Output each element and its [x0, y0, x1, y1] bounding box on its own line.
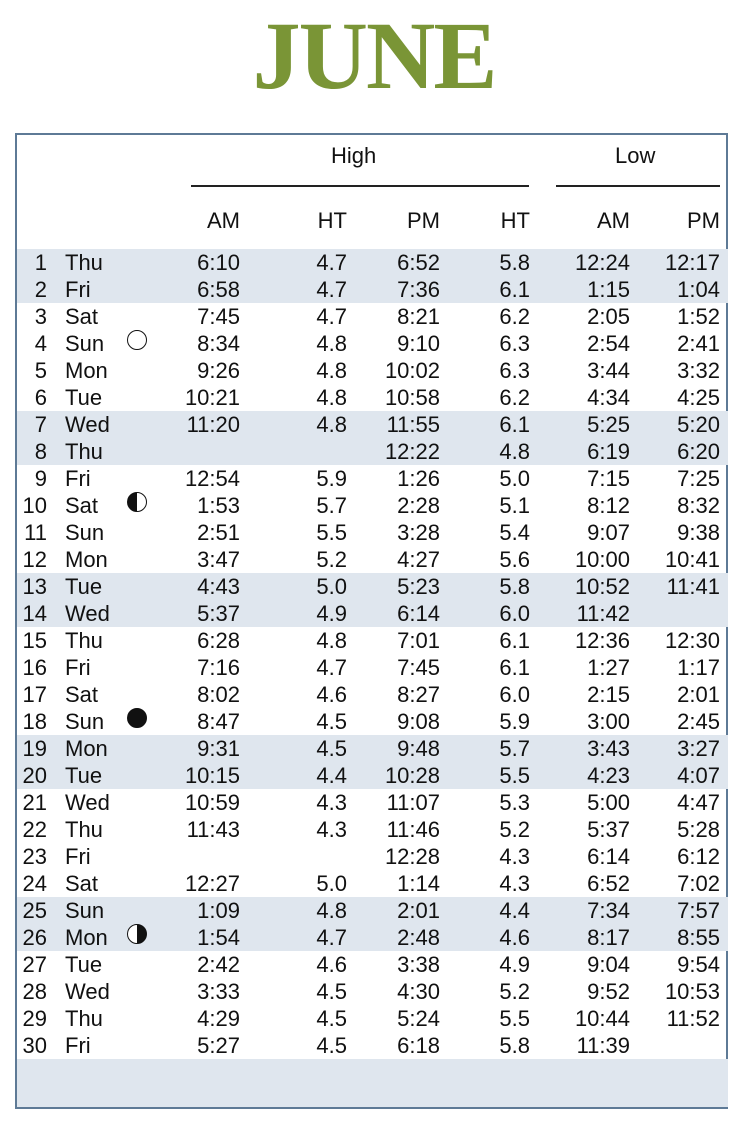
high-am-height: 4.7	[316, 250, 347, 275]
high-am-height: 4.7	[316, 655, 347, 680]
high-am-time: 1:53	[197, 493, 240, 518]
low-am-time: 9:52	[587, 979, 630, 1004]
weekday: Mon	[65, 925, 108, 950]
high-pm-height: 5.5	[499, 763, 530, 788]
col-header-low-am: AM	[597, 208, 630, 233]
low-am-time: 11:42	[576, 601, 630, 626]
low-pm-time: 1:52	[677, 304, 720, 329]
low-am-time: 12:36	[574, 628, 630, 653]
low-am-time: 6:52	[587, 871, 630, 896]
high-am-height: 4.8	[316, 412, 347, 437]
high-am-height: 4.9	[316, 601, 347, 626]
high-am-height: 4.8	[316, 898, 347, 923]
low-am-time: 8:17	[587, 925, 630, 950]
low-pm-time: 4:47	[677, 790, 720, 815]
high-am-time: 5:37	[197, 601, 240, 626]
low-am-time: 10:44	[574, 1006, 630, 1031]
high-am-height: 4.5	[316, 979, 347, 1004]
high-pm-height: 6.1	[499, 412, 530, 437]
weekday: Wed	[65, 412, 110, 437]
high-am-time: 10:15	[184, 763, 240, 788]
day-number: 29	[22, 1006, 47, 1031]
low-am-time: 3:43	[587, 736, 630, 761]
high-pm-height: 5.9	[499, 709, 530, 734]
high-am-time: 8:02	[197, 682, 240, 707]
high-am-height: 5.2	[316, 547, 347, 572]
low-am-time: 6:14	[587, 844, 630, 869]
low-am-time: 2:05	[587, 304, 630, 329]
table-row	[17, 438, 728, 465]
high-pm-time: 5:24	[397, 1006, 440, 1031]
day-number: 11	[24, 520, 47, 545]
low-pm-time: 3:27	[677, 736, 720, 761]
high-am-height: 5.9	[316, 466, 347, 491]
table-row	[17, 1005, 728, 1032]
low-pm-time: 5:28	[677, 817, 720, 842]
high-pm-height: 6.1	[499, 277, 530, 302]
high-pm-height: 5.2	[499, 817, 530, 842]
low-am-time: 8:12	[587, 493, 630, 518]
day-number: 17	[22, 682, 47, 707]
high-pm-height: 5.8	[499, 1033, 530, 1058]
high-pm-height: 5.8	[499, 250, 530, 275]
day-number: 26	[22, 925, 47, 950]
high-am-time: 2:51	[197, 520, 240, 545]
weekday: Wed	[65, 601, 110, 626]
high-pm-time: 9:10	[397, 331, 440, 356]
table-row	[17, 1032, 728, 1059]
high-pm-time: 7:45	[397, 655, 440, 680]
high-am-time: 6:10	[197, 250, 240, 275]
low-pm-time: 9:54	[677, 952, 720, 977]
low-pm-time: 9:38	[677, 520, 720, 545]
low-am-time: 11:39	[576, 1033, 630, 1058]
day-number: 25	[22, 898, 47, 923]
weekday: Sat	[65, 871, 99, 896]
table-row	[17, 870, 728, 897]
high-am-time: 12:27	[184, 871, 240, 896]
high-am-height: 5.0	[316, 574, 347, 599]
low-am-time: 4:23	[587, 763, 630, 788]
low-am-time: 10:52	[574, 574, 630, 599]
low-pm-time: 8:55	[677, 925, 720, 950]
table-row	[17, 357, 728, 384]
high-am-time: 9:26	[197, 358, 240, 383]
weekday: Fri	[65, 277, 91, 302]
high-am-height: 5.7	[316, 493, 347, 518]
high-am-time: 2:42	[197, 952, 240, 977]
day-number: 30	[22, 1033, 47, 1058]
day-number: 5	[34, 358, 47, 383]
table-row	[17, 735, 728, 762]
high-pm-time: 9:48	[397, 736, 440, 761]
low-pm-time: 7:02	[677, 871, 720, 896]
col-header-high-am: AM	[207, 208, 240, 233]
col-header-low-pm: PM	[687, 208, 720, 233]
col-header-high-pm: PM	[407, 208, 440, 233]
high-am-time: 1:09	[197, 898, 240, 923]
table-row	[17, 546, 728, 573]
low-am-time: 12:24	[574, 250, 630, 275]
weekday: Mon	[65, 547, 108, 572]
high-pm-time: 12:22	[384, 439, 440, 464]
high-am-height: 4.7	[316, 304, 347, 329]
high-pm-height: 5.8	[499, 574, 530, 599]
high-am-time: 4:29	[197, 1006, 240, 1031]
high-am-time: 7:45	[197, 304, 240, 329]
weekday: Sun	[65, 331, 105, 356]
low-header-rule	[556, 185, 720, 187]
table-row	[17, 816, 728, 843]
weekday: Thu	[65, 817, 103, 842]
low-am-time: 9:04	[587, 952, 630, 977]
high-am-time: 7:16	[197, 655, 240, 680]
high-am-time: 9:31	[197, 736, 240, 761]
high-am-height: 4.5	[316, 1006, 347, 1031]
high-pm-time: 6:52	[397, 250, 440, 275]
low-pm-time: 2:41	[677, 331, 720, 356]
high-am-height: 4.5	[316, 736, 347, 761]
weekday: Tue	[65, 952, 103, 977]
low-am-time: 10:00	[574, 547, 630, 572]
high-pm-height: 4.9	[499, 952, 530, 977]
table-row	[17, 708, 728, 735]
high-am-time: 12:54	[184, 466, 240, 491]
high-pm-time: 12:28	[384, 844, 440, 869]
low-pm-time: 11:41	[666, 574, 720, 599]
high-am-time: 3:33	[197, 979, 240, 1004]
high-pm-height: 5.6	[499, 547, 530, 572]
high-am-time: 10:59	[184, 790, 240, 815]
low-pm-time: 7:25	[677, 466, 720, 491]
high-am-height: 4.5	[316, 1033, 347, 1058]
weekday: Thu	[65, 250, 103, 275]
day-number: 20	[22, 763, 47, 788]
weekday: Tue	[65, 763, 103, 788]
first-moon-icon	[127, 924, 147, 944]
low-pm-time: 6:12	[677, 844, 720, 869]
weekday: Tue	[65, 385, 103, 410]
high-group-header: High	[331, 143, 377, 168]
high-pm-height: 5.5	[499, 1006, 530, 1031]
low-pm-time: 4:07	[677, 763, 720, 788]
high-pm-height: 5.1	[499, 493, 530, 518]
high-pm-height: 6.1	[499, 655, 530, 680]
weekday: Fri	[65, 1033, 91, 1058]
day-number: 18	[22, 709, 47, 734]
weekday: Thu	[65, 1006, 103, 1031]
high-am-time: 11:20	[186, 412, 240, 437]
high-pm-time: 3:28	[397, 520, 440, 545]
weekday: Thu	[65, 628, 103, 653]
low-am-time: 1:15	[587, 277, 630, 302]
high-pm-height: 6.3	[499, 331, 530, 356]
high-pm-time: 3:38	[397, 952, 440, 977]
high-am-height: 4.7	[316, 277, 347, 302]
low-am-time: 2:54	[587, 331, 630, 356]
high-pm-height: 6.2	[499, 385, 530, 410]
day-number: 3	[34, 304, 47, 329]
day-number: 15	[22, 628, 47, 653]
high-am-time: 11:43	[186, 817, 240, 842]
day-number: 7	[34, 412, 47, 437]
high-pm-time: 7:36	[397, 277, 440, 302]
table-row	[17, 492, 728, 519]
high-pm-time: 8:27	[397, 682, 440, 707]
high-pm-time: 9:08	[397, 709, 440, 734]
last-moon-icon	[127, 492, 147, 512]
weekday: Sun	[65, 520, 105, 545]
table-row	[17, 465, 728, 492]
col-header-high-am-ht: HT	[317, 208, 347, 233]
low-pm-time: 10:53	[664, 979, 720, 1004]
day-number: 28	[22, 979, 47, 1004]
high-pm-time: 1:26	[397, 466, 440, 491]
low-am-time: 5:37	[587, 817, 630, 842]
day-number: 23	[22, 844, 47, 869]
table-row	[17, 681, 728, 708]
day-number: 19	[22, 736, 47, 761]
weekday: Wed	[65, 790, 110, 815]
day-number: 14	[22, 601, 47, 626]
tide-rows	[17, 249, 728, 1059]
high-am-height: 5.0	[316, 871, 347, 896]
low-group-header: Low	[615, 143, 656, 168]
weekday: Fri	[65, 655, 91, 680]
weekday: Thu	[65, 439, 103, 464]
low-pm-time: 11:52	[666, 1006, 720, 1031]
high-pm-time: 11:07	[386, 790, 440, 815]
high-am-height: 4.6	[316, 682, 347, 707]
high-pm-height: 5.2	[499, 979, 530, 1004]
high-am-time: 6:28	[197, 628, 240, 653]
table-row	[17, 411, 728, 438]
weekday: Mon	[65, 358, 108, 383]
day-number: 8	[34, 439, 47, 464]
table-row	[17, 654, 728, 681]
low-am-time: 2:15	[587, 682, 630, 707]
high-am-height: 4.6	[316, 952, 347, 977]
high-pm-time: 2:48	[397, 925, 440, 950]
weekday: Sat	[65, 682, 99, 707]
weekday: Sat	[65, 304, 99, 329]
weekday: Mon	[65, 736, 108, 761]
high-pm-height: 6.3	[499, 358, 530, 383]
high-am-time: 3:47	[197, 547, 240, 572]
day-number: 16	[22, 655, 47, 680]
low-pm-time: 12:30	[664, 628, 720, 653]
table-row	[17, 303, 728, 330]
high-am-height: 4.5	[316, 709, 347, 734]
weekday: Tue	[65, 574, 103, 599]
high-am-height: 4.7	[316, 925, 347, 950]
table-row	[17, 276, 728, 303]
high-pm-time: 2:01	[397, 898, 440, 923]
high-pm-time: 6:18	[397, 1033, 440, 1058]
table-row	[17, 762, 728, 789]
high-am-height: 4.8	[316, 358, 347, 383]
low-pm-time: 2:45	[677, 709, 720, 734]
table-row	[17, 330, 728, 357]
low-am-time: 3:44	[587, 358, 630, 383]
low-am-time: 5:25	[587, 412, 630, 437]
high-pm-height: 6.0	[499, 601, 530, 626]
low-pm-time: 5:20	[677, 412, 720, 437]
high-pm-height: 4.8	[499, 439, 530, 464]
high-am-time: 5:27	[197, 1033, 240, 1058]
weekday: Sun	[65, 709, 105, 734]
high-am-height: 4.8	[316, 628, 347, 653]
day-number: 6	[34, 385, 47, 410]
high-pm-height: 4.4	[499, 898, 530, 923]
weekday: Fri	[65, 466, 91, 491]
table-row	[17, 924, 728, 951]
high-pm-time: 10:28	[384, 763, 440, 788]
table-row	[17, 519, 728, 546]
day-number: 4	[34, 331, 47, 356]
high-am-height: 4.3	[316, 790, 347, 815]
low-pm-time: 7:57	[677, 898, 720, 923]
day-number: 13	[22, 574, 47, 599]
high-am-height: 4.8	[316, 385, 347, 410]
day-number: 27	[22, 952, 47, 977]
high-pm-time: 8:21	[397, 304, 440, 329]
high-pm-time: 4:27	[397, 547, 440, 572]
day-number: 1	[34, 250, 47, 275]
high-am-height: 4.3	[316, 817, 347, 842]
page-title: JUNE	[252, 2, 496, 109]
table-row	[17, 249, 728, 276]
low-pm-time: 1:04	[677, 277, 720, 302]
high-pm-height: 6.1	[499, 628, 530, 653]
low-am-time: 6:19	[587, 439, 630, 464]
table-row	[17, 600, 728, 627]
low-am-time: 5:00	[587, 790, 630, 815]
high-pm-time: 10:02	[384, 358, 440, 383]
low-pm-time: 4:25	[677, 385, 720, 410]
day-number: 9	[34, 466, 47, 491]
table-row	[17, 384, 728, 411]
high-pm-time: 6:14	[397, 601, 440, 626]
low-pm-time: 8:32	[677, 493, 720, 518]
table-row	[17, 951, 728, 978]
high-am-height: 4.4	[316, 763, 347, 788]
high-am-time: 6:58	[197, 277, 240, 302]
col-header-high-pm-ht: HT	[500, 208, 530, 233]
low-am-time: 3:00	[587, 709, 630, 734]
high-pm-height: 4.3	[499, 844, 530, 869]
table-row	[17, 627, 728, 654]
high-am-time: 4:43	[197, 574, 240, 599]
high-pm-time: 1:14	[397, 871, 440, 896]
day-number: 21	[22, 790, 47, 815]
full-moon-icon	[127, 330, 147, 350]
low-am-time: 1:27	[587, 655, 630, 680]
high-am-time: 8:47	[197, 709, 240, 734]
day-number: 12	[22, 547, 47, 572]
low-pm-time: 2:01	[677, 682, 720, 707]
day-number: 2	[34, 277, 47, 302]
low-am-time: 4:34	[587, 385, 630, 410]
weekday: Sun	[65, 898, 105, 923]
low-pm-time: 10:41	[664, 547, 720, 572]
high-pm-height: 5.7	[499, 736, 530, 761]
high-pm-height: 6.0	[499, 682, 530, 707]
high-am-height: 5.5	[316, 520, 347, 545]
high-pm-time: 10:58	[384, 385, 440, 410]
day-number: 22	[22, 817, 47, 842]
high-pm-height: 5.3	[499, 790, 530, 815]
low-am-time: 7:34	[587, 898, 630, 923]
high-header-rule	[191, 185, 529, 187]
high-am-time: 10:21	[184, 385, 240, 410]
day-number: 24	[22, 871, 47, 896]
high-pm-time: 4:30	[397, 979, 440, 1004]
table-row	[17, 573, 728, 600]
high-pm-time: 11:55	[386, 412, 440, 437]
high-pm-height: 4.6	[499, 925, 530, 950]
table-row	[17, 978, 728, 1005]
footer-band	[17, 1059, 728, 1107]
high-am-time: 8:34	[197, 331, 240, 356]
low-pm-time: 6:20	[677, 439, 720, 464]
new-moon-icon	[127, 708, 147, 728]
high-pm-height: 5.4	[499, 520, 530, 545]
high-am-height: 4.8	[316, 331, 347, 356]
low-pm-time: 12:17	[664, 250, 720, 275]
high-pm-height: 4.3	[499, 871, 530, 896]
high-pm-height: 5.0	[499, 466, 530, 491]
table-row	[17, 789, 728, 816]
low-pm-time: 1:17	[677, 655, 720, 680]
high-pm-time: 5:23	[397, 574, 440, 599]
low-am-time: 7:15	[587, 466, 630, 491]
table-row	[17, 897, 728, 924]
high-pm-time: 11:46	[386, 817, 440, 842]
day-number: 10	[22, 493, 47, 518]
weekday: Wed	[65, 979, 110, 1004]
weekday: Fri	[65, 844, 91, 869]
high-pm-height: 6.2	[499, 304, 530, 329]
weekday: Sat	[65, 493, 99, 518]
high-pm-time: 7:01	[397, 628, 440, 653]
low-pm-time: 3:32	[677, 358, 720, 383]
high-am-time: 1:54	[197, 925, 240, 950]
table-row	[17, 843, 728, 870]
low-am-time: 9:07	[587, 520, 630, 545]
high-pm-time: 2:28	[397, 493, 440, 518]
